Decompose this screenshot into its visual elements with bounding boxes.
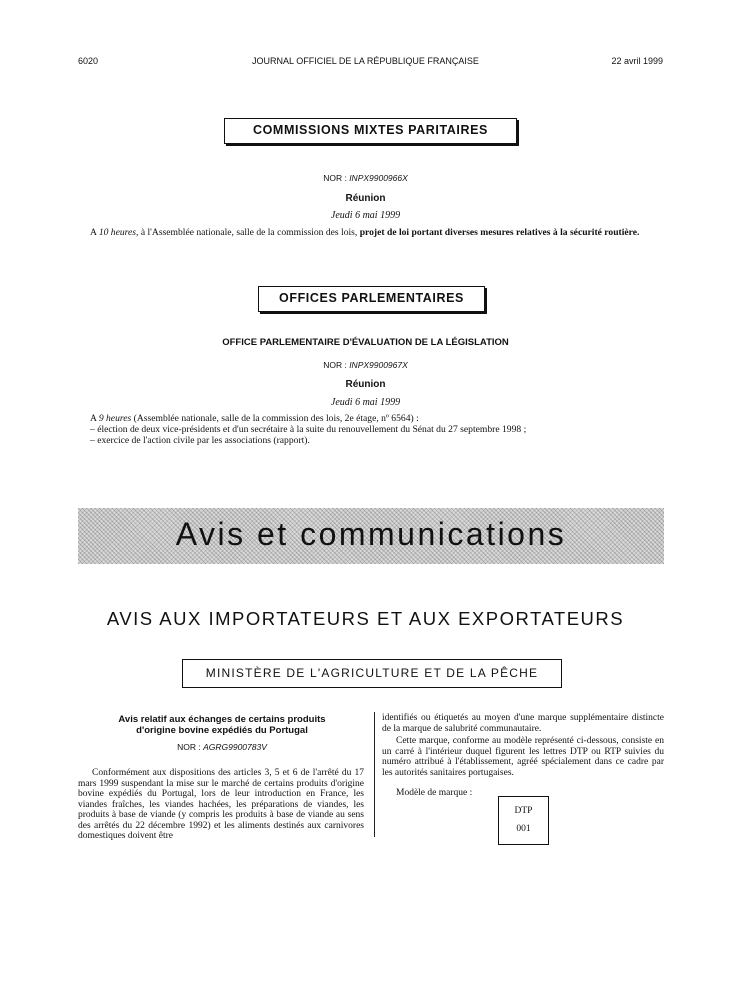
article-left-column [78, 768, 364, 842]
agenda-prefix: A [90, 227, 99, 238]
nor-label: NOR : [177, 742, 201, 752]
offices-agenda-item-2: – exercice de l'action civile par les associations (rapport). [90, 435, 310, 446]
offices-meeting-label: Réunion [345, 379, 386, 390]
commissions-meeting-label: Réunion [345, 193, 386, 204]
right-paragraph-1: identifiés ou étiquetés au moyen d'une marque supplémentaire distincte de la marque de salubrité communautaire. [382, 713, 664, 734]
offices-section-title: OFFICES PARLEMENTAIRES [279, 291, 464, 305]
offices-agenda-line1 [78, 413, 678, 424]
nor-label: NOR : [323, 173, 347, 183]
agenda-time: 9 heures [98, 413, 132, 424]
page-number: 6020 [78, 56, 99, 66]
agenda-subject: projet de loi portant diverses mesures relatives à la sécurité routière. [359, 227, 640, 238]
model-label: Modèle de marque : [396, 788, 473, 798]
ministry-box [182, 659, 562, 688]
offices-agenda [78, 413, 678, 446]
commissions-nor [0, 173, 731, 183]
nor-label: NOR : [323, 360, 347, 370]
left-paragraph: Conformément aux dispositions des articles 3, 5 et 6 de l'arrêté du 17 mars 1999 suspendant la mise sur le marché de certains produits d'origine bovine expédiés du Portugal, lors de leur introduction en France, les viandes fraîches, les viandes hachées, les préparations de viandes, les produits à base de viande (y compris les produits à base de viande au sens des arrêtés du 22 décembre 1992) et les aliments destinés aux carnivores domestiques doivent être [78, 768, 364, 841]
offices-meeting-date: Jeudi 6 mai 1999 [330, 397, 401, 408]
commissions-section-title: COMMISSIONS MIXTES PARITAIRES [252, 123, 488, 137]
mark-line1: DTP [514, 806, 533, 816]
agenda-location: à l'Assemblée nationale, salle de la commission des lois, [138, 227, 360, 238]
nor-code: INPX9900967X [349, 360, 408, 370]
article-title-line1: Avis relatif aux échanges de certains produits [118, 714, 326, 725]
article-title-line2: d'origine bovine expédiés du Portugal [136, 725, 308, 736]
right-paragraph-2: Cette marque, conforme au modèle représenté ci-dessous, consiste en un carré à l'intérieur duquel figurent les lettres DTP ou RTP suivies du numéro attribué à l'établissement, agréé spécialement dans ce cadre par les autorités sanitaires portugaises. [382, 736, 664, 778]
office-name: OFFICE PARLEMENTAIRE D'ÉVALUATION DE LA LÉGISLATION [222, 337, 509, 348]
offices-nor [0, 360, 731, 370]
nor-code: INPX9900966X [349, 173, 408, 183]
issue-date: 22 avril 1999 [611, 56, 663, 66]
ministry-name: MINISTÈRE DE L'AGRICULTURE ET DE LA PÊCHE [205, 666, 539, 680]
agenda-time: 10 heures, [98, 227, 139, 238]
journal-title: JOURNAL OFFICIEL DE LA RÉPUBLIQUE FRANÇAISE [252, 56, 479, 66]
article-nor [82, 742, 362, 752]
mark-line2: 001 [516, 824, 531, 834]
avis-communications-banner [78, 508, 664, 564]
offices-section-box [258, 286, 485, 312]
commissions-section-box [224, 118, 517, 144]
avis-title: AVIS AUX IMPORTATEURS ET AUX EXPORTATEURS [106, 608, 625, 629]
nor-code: AGRG9900783V [203, 742, 267, 752]
column-divider [374, 712, 375, 837]
banner-title: Avis et communications [175, 516, 567, 552]
commissions-meeting-date: Jeudi 6 mai 1999 [330, 210, 401, 221]
article-title [82, 714, 362, 736]
agenda-prefix: A [90, 413, 99, 424]
commissions-agenda [78, 227, 664, 238]
agenda-location: (Assemblée nationale, salle de la commission des lois, 2e étage, nº 6564) : [131, 413, 419, 424]
article-right-column [382, 713, 664, 799]
offices-agenda-item-1: – élection de deux vice-présidents et d'un secrétaire à la suite du renouvellement du Sénat du 27 septembre 1998 ; [90, 424, 527, 435]
mark-model [498, 796, 549, 845]
